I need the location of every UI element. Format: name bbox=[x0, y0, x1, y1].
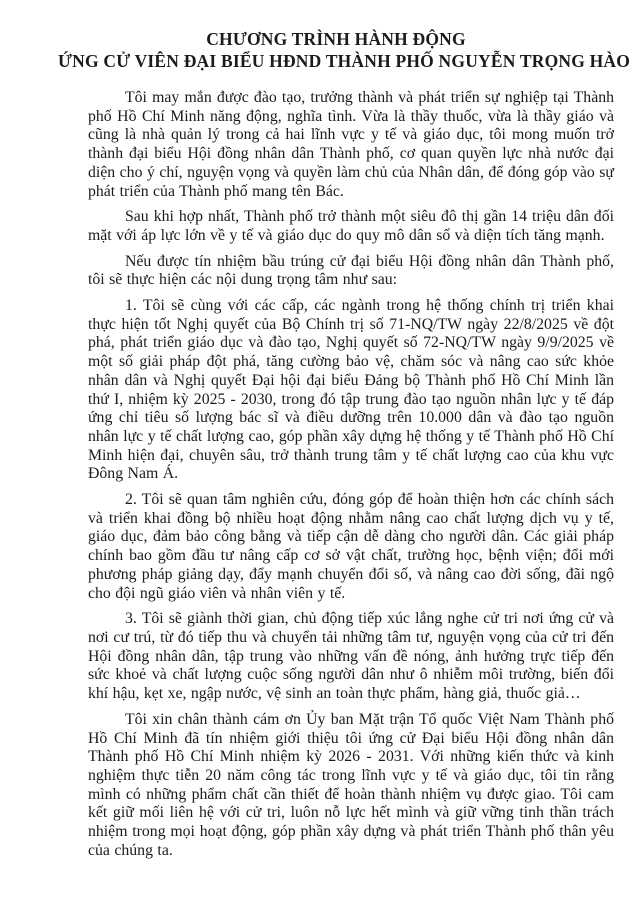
paragraph-closing: Tôi xin chân thành cám ơn Ủy ban Mặt trận Tổ quốc Việt Nam Thành phố Hồ Chí Minh đã tín nhiệm giới thiệu tôi ứng cử Đại biểu Hội đồng nhân dân Thành phố Hồ Chí Minh nhiệm kỳ 2026 - 2031. Với những kiến thức và kinh nghiệm thực tiễn 20 năm công tác trong lĩnh vực y tế và giáo dục, tôi tin rằng mình có những phẩm chất cần thiết để hoàn thành nhiệm vụ được giao. Tôi cam kết giữ mối liên hệ với cử tri, luôn nỗ lực hết mình và giữ vững tinh thần trách nhiệm trong mọi hoạt động, góp phần xây dựng và phát triển Thành phố thân yêu của chúng ta. bbox=[88, 710, 614, 859]
paragraph-item-3: 3. Tôi sẽ giành thời gian, chủ động tiếp xúc lắng nghe cử tri nơi ứng cử và nơi cư trú, từ đó tiếp thu và chuyển tải những tâm tư, nguyện vọng của cử tri đến Hội đồng nhân dân, tập trung vào những vấn đề nóng, ảnh hưởng trực tiếp đến sức khoẻ và chất lượng cuộc sống người dân như ô nhiễm môi trường, biến đổi khí hậu, kẹt xe, ngập nước, vệ sinh an toàn thực phẩm, hàng giả, thuốc giả… bbox=[88, 610, 614, 703]
paragraph-intro: Tôi may mắn được đào tạo, trưởng thành và phát triển sự nghiệp tại Thành phố Hồ Chí Minh năng động, nghĩa tình. Vừa là thầy thuốc, vừa là thầy giáo và cũng là nhà quản lý trong cả hai lĩnh vực y tế và giáo dục, tôi mong muốn trở thành đại biểu Hội đồng nhân dân Thành phố, cơ quan quyền lực nhà nước đại diện cho ý chí, nguyện vọng và quyền làm chủ của Nhân dân, để đóng góp vào sự phát triển của Thành phố mang tên Bác. bbox=[88, 89, 614, 200]
document-title-line2: ỨNG CỬ VIÊN ĐẠI BIỂU HĐND THÀNH PHỐ NGUYỄN TRỌNG HÀO bbox=[58, 51, 631, 71]
paragraph-item-2: 2. Tôi sẽ quan tâm nghiên cứu, đóng góp để hoàn thiện hơn các chính sách và triển khai đồng bộ nhiều hoạt động nhằm nâng cao chất lượng dịch vụ y tế, giáo dục, đảm bảo công bằng và tiếp cận dễ dàng cho người dân. Các giải pháp chính bao gồm đầu tư nâng cấp cơ sở vật chất, trường học, bệnh viện; đổi mới phương pháp giảng dạy, đẩy mạnh chuyển đổi số, và nâng cao đời sống, đãi ngộ cho đội ngũ giáo viên và nhân viên y tế. bbox=[88, 491, 614, 602]
paragraph-item-1: 1. Tôi sẽ cùng với các cấp, các ngành trong hệ thống chính trị triển khai thực hiện tốt Nghị quyết của Bộ Chính trị số 71-NQ/TW ngày 22/8/2025 về đột phá, phát triển giáo dục và đào tạo, Nghị quyết số 72-NQ/TW ngày 9/9/2025 về một số giải pháp đột phá, tăng cường bảo vệ, chăm sóc và nâng cao sức khỏe nhân dân và Nghị quyết Đại hội đại biểu Đảng bộ Thành phố Hồ Chí Minh lần thứ I, nhiệm kỳ 2025 - 2030, trong đó tập trung đào tạo nguồn nhân lực y tế đáp ứng chỉ tiêu số lượng bác sĩ và điều dưỡng trên 10.000 dân và đào tạo nguồn nhân lực y tế chất lượng cao, góp phần xây dựng hệ thống y tế Thành phố Hồ Chí Minh hiện đại, chuyên sâu, trở thành trung tâm y tế chất lượng cao của khu vực Đông Nam Á. bbox=[88, 297, 614, 483]
paragraph-lead-in: Nếu được tín nhiệm bầu trúng cử đại biểu Hội đồng nhân dân Thành phố, tôi sẽ thực hiện các nội dung trọng tâm như sau: bbox=[88, 252, 614, 289]
paragraph-context: Sau khi hợp nhất, Thành phố trở thành một siêu đô thị gần 14 triệu dân đối mặt với áp lực lớn về y tế và giáo dục do quy mô dân số và diện tích tăng mạnh. bbox=[88, 208, 614, 244]
document-title bbox=[58, 28, 631, 72]
document-title-line1: CHƯƠNG TRÌNH HÀNH ĐỘNG bbox=[206, 29, 466, 49]
document-body bbox=[88, 89, 614, 860]
